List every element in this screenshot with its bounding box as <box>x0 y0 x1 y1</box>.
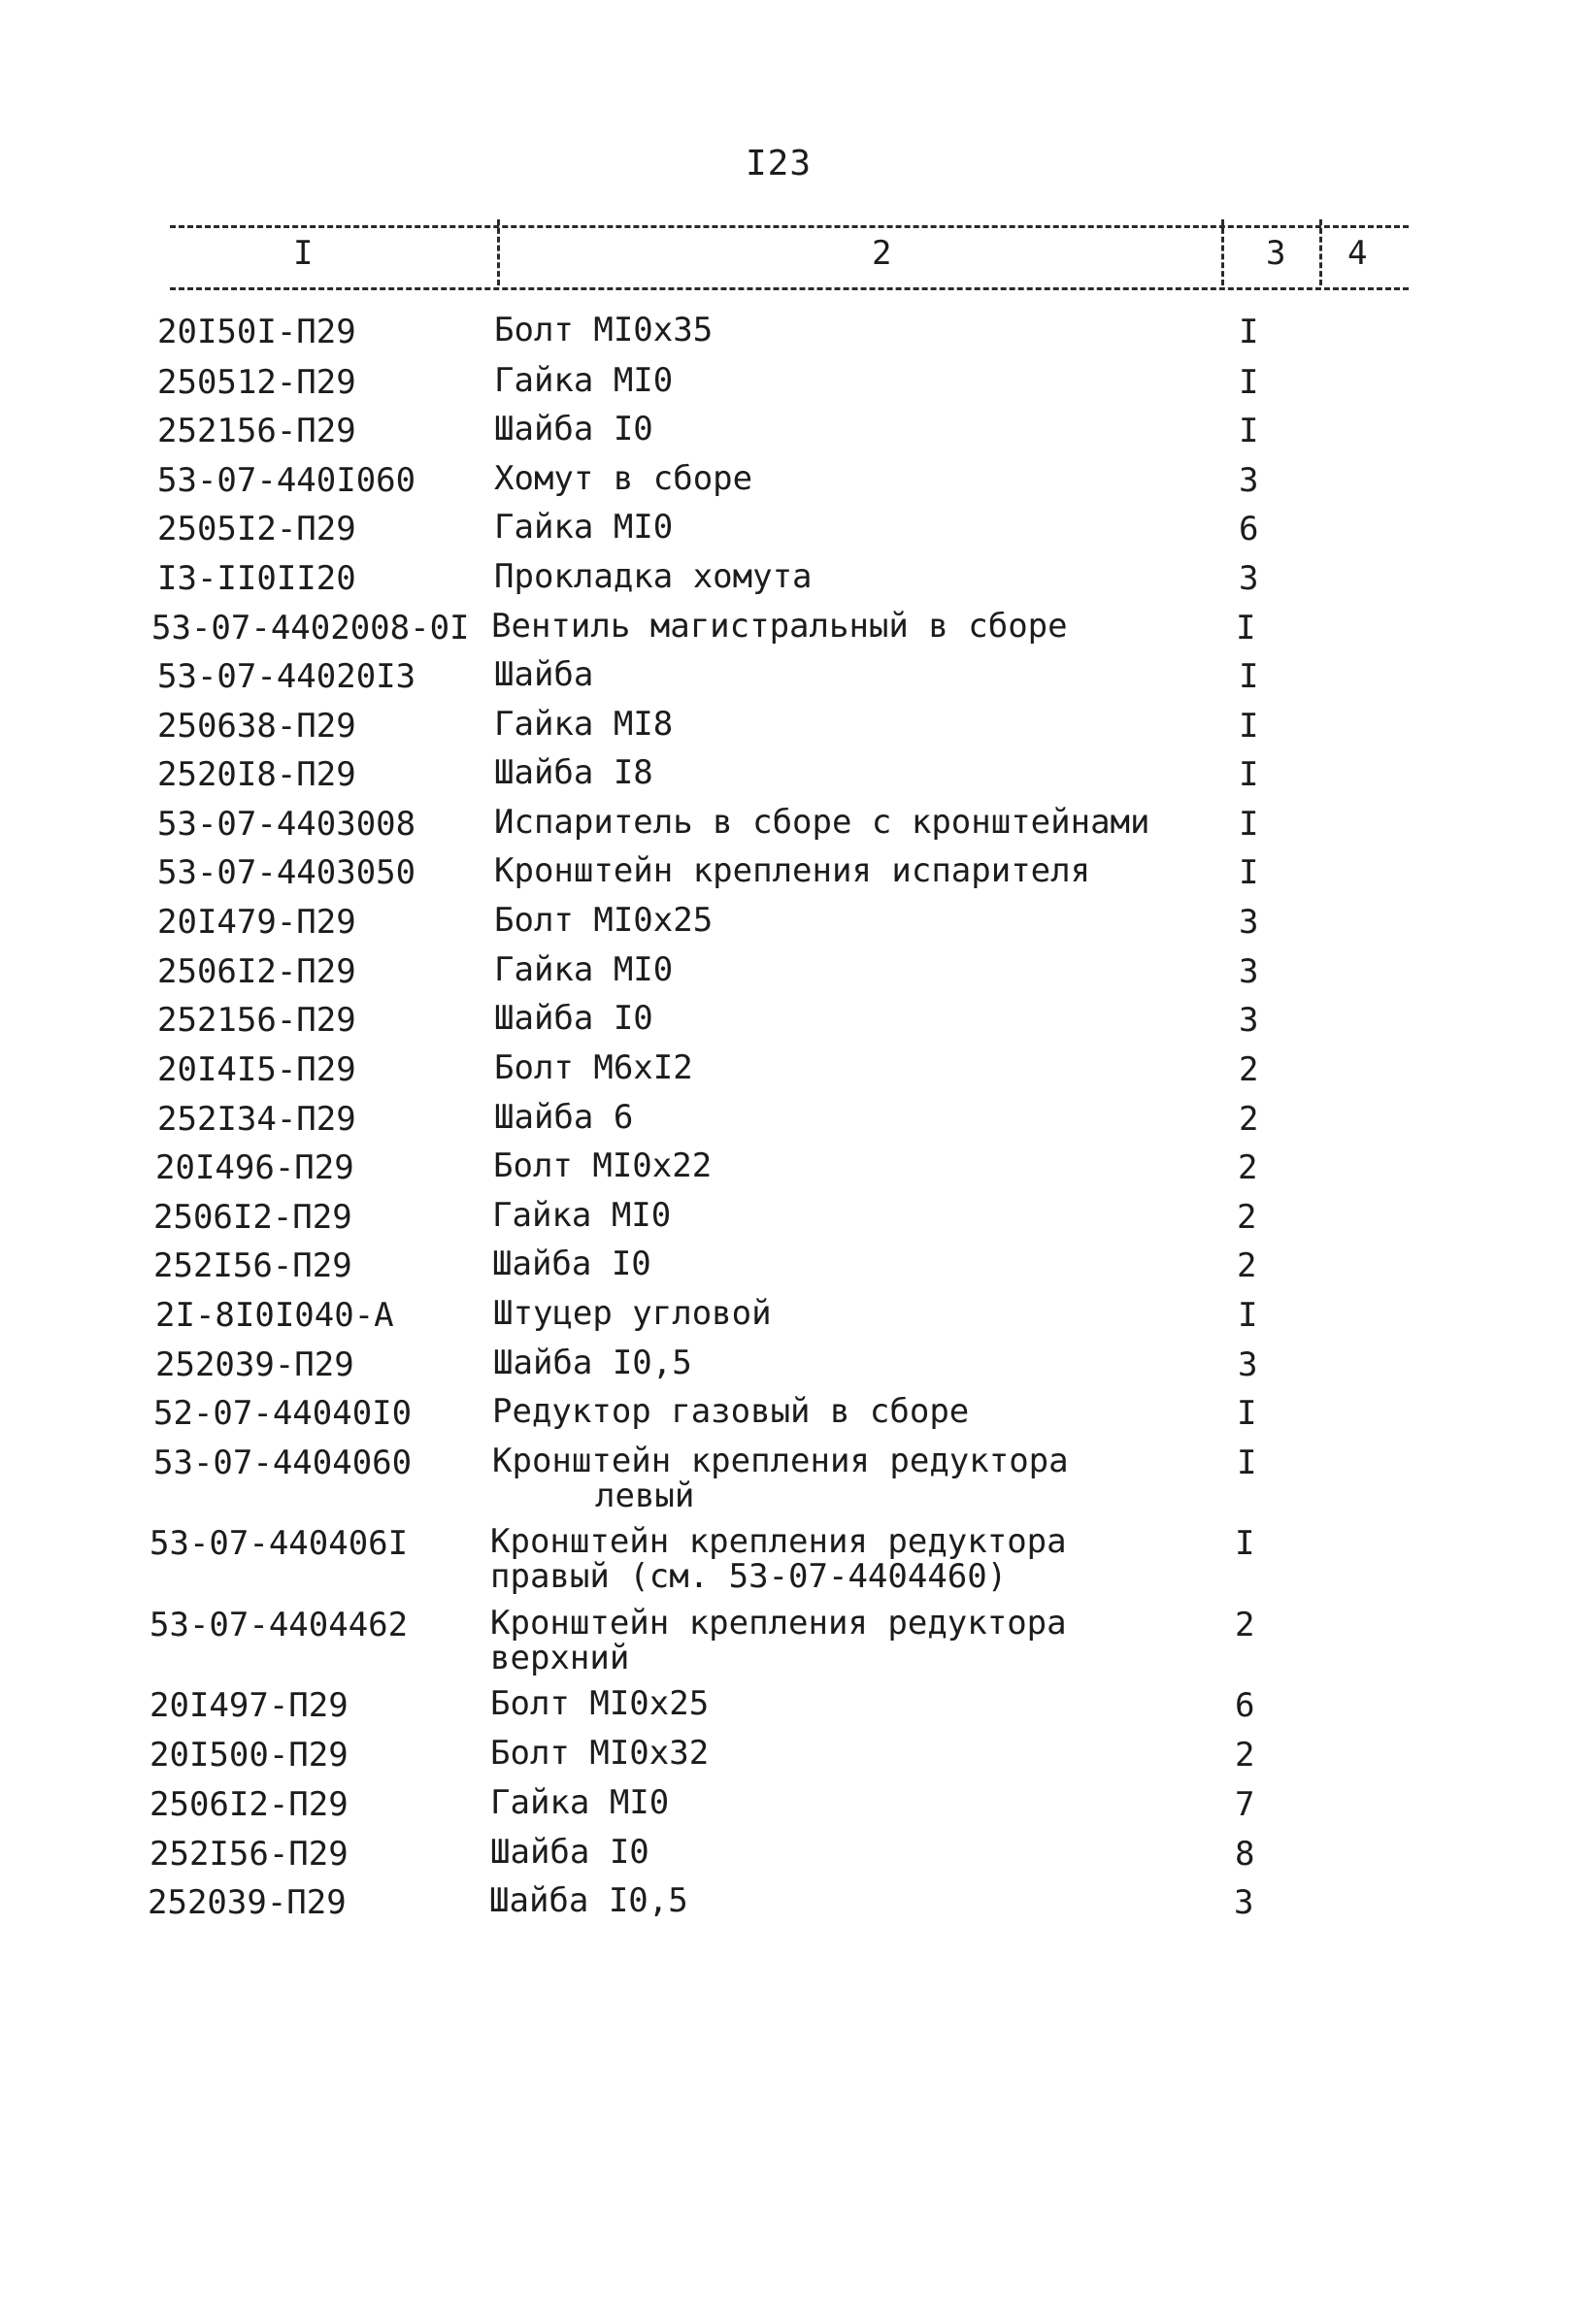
part-code: 53-07-440I060 <box>157 461 416 500</box>
part-name-line-1: Кронштейн крепления редуктора <box>492 1442 1069 1480</box>
part-name-line-1: Штуцер угловой <box>493 1294 772 1333</box>
part-name <box>489 1883 688 1918</box>
part-name-line-1: Редуктор газовый в сборе <box>492 1392 970 1431</box>
table-row <box>0 559 1596 608</box>
part-quantity: 8 <box>1235 1835 1255 1874</box>
part-quantity: 3 <box>1239 461 1259 500</box>
part-name-line-1: Шайба 6 <box>494 1098 634 1137</box>
part-quantity: 3 <box>1234 1883 1254 1922</box>
part-code: 252156-П29 <box>157 1001 356 1040</box>
part-code: 20I497-П29 <box>150 1686 349 1725</box>
part-quantity: I <box>1237 1444 1257 1482</box>
part-name <box>492 1444 1069 1513</box>
part-name-line-1: Гайка MI0 <box>494 361 674 400</box>
table-row <box>0 952 1596 1001</box>
part-code: 53-07-4403008 <box>157 805 416 844</box>
part-name-line-1: Хомут в сборе <box>494 459 753 498</box>
part-quantity: I <box>1237 1394 1257 1433</box>
part-name-line-1: Болт MI0x22 <box>493 1146 713 1185</box>
part-quantity: I <box>1236 609 1256 647</box>
part-code: 20I500-П29 <box>150 1736 349 1775</box>
part-quantity: 3 <box>1239 1001 1259 1040</box>
part-name <box>494 805 1150 840</box>
table-row <box>0 412 1596 460</box>
part-quantity: I <box>1239 657 1259 696</box>
table-row <box>0 1050 1596 1099</box>
part-name-line-1: Испаритель в сборе с кронштейнами <box>494 803 1150 842</box>
table-row <box>0 461 1596 510</box>
part-name-line-2: левый <box>595 1477 695 1515</box>
header-col-1: I <box>293 234 314 273</box>
part-code: 2506I2-П29 <box>150 1785 349 1824</box>
part-quantity: 2 <box>1235 1736 1255 1775</box>
part-code: 53-07-4404462 <box>150 1606 409 1644</box>
table-row <box>0 1444 1596 1527</box>
part-quantity: I <box>1235 1524 1255 1563</box>
part-quantity: 3 <box>1239 903 1259 942</box>
part-quantity: I <box>1239 707 1259 746</box>
part-quantity: 3 <box>1239 559 1259 598</box>
part-name <box>494 363 673 398</box>
part-code: 2520I8-П29 <box>157 755 356 794</box>
part-name-line-2: верхний <box>490 1639 630 1677</box>
part-code: 53-07-4403050 <box>157 853 416 892</box>
part-name-line-1: Шайба I8 <box>494 753 653 792</box>
part-quantity: I <box>1239 805 1259 844</box>
part-quantity: I <box>1239 313 1259 351</box>
part-code: 2505I2-П29 <box>157 510 356 548</box>
part-name <box>494 412 653 447</box>
part-code: 20I496-П29 <box>155 1148 354 1187</box>
part-name-line-1: Болт MI0x35 <box>494 311 714 349</box>
part-quantity: 3 <box>1239 952 1259 991</box>
part-name-line-1: Кронштейн крепления испарителя <box>494 851 1091 890</box>
part-name <box>494 657 593 692</box>
part-quantity: I <box>1239 853 1259 892</box>
part-code: 252I34-П29 <box>157 1100 356 1139</box>
part-name <box>490 1736 709 1771</box>
table-row <box>0 1736 1596 1784</box>
part-quantity: 2 <box>1237 1246 1257 1285</box>
part-code: 20I50I-П29 <box>157 313 356 351</box>
part-name <box>494 1050 693 1085</box>
part-code: 53-07-4402008-0I <box>151 609 470 647</box>
table-row <box>0 805 1596 853</box>
part-name <box>494 1100 633 1135</box>
part-code: 2I-8I0I040-А <box>155 1296 394 1335</box>
table-row <box>0 1148 1596 1197</box>
part-code: 2506I2-П29 <box>153 1198 352 1237</box>
part-code: 53-07-4404060 <box>153 1444 413 1482</box>
part-code: 52-07-44040I0 <box>153 1394 413 1433</box>
part-name <box>494 755 653 790</box>
table-row <box>0 313 1596 361</box>
part-name <box>492 1394 969 1429</box>
part-name <box>493 1345 692 1380</box>
table-row <box>0 1198 1596 1246</box>
part-code: 53-07-44020I3 <box>157 657 416 696</box>
header-col-4: 4 <box>1347 234 1368 273</box>
part-name-line-1: Шайба I0 <box>494 999 653 1038</box>
part-name <box>490 1835 649 1870</box>
part-name <box>490 1524 1067 1594</box>
part-name-line-1: Прокладка хомута <box>494 557 813 596</box>
part-name-line-1: Болт MI0x25 <box>490 1684 710 1723</box>
page-number: I23 <box>746 144 813 183</box>
part-name <box>491 609 1068 644</box>
header-col-2: 2 <box>872 234 892 273</box>
table-row <box>0 1394 1596 1443</box>
part-name-line-1: Болт M6xI2 <box>494 1048 693 1087</box>
part-name-line-1: Гайка MI0 <box>494 950 674 989</box>
part-quantity: 6 <box>1235 1686 1255 1725</box>
table-row <box>0 1785 1596 1834</box>
part-name-line-1: Болт MI0x25 <box>494 901 714 940</box>
part-name <box>494 707 673 742</box>
part-quantity: I <box>1238 1296 1258 1335</box>
part-code: 252039-П29 <box>148 1883 347 1922</box>
part-code: 53-07-440406I <box>150 1524 409 1563</box>
part-name <box>490 1686 709 1721</box>
table-row <box>0 755 1596 804</box>
table-row <box>0 1606 1596 1689</box>
part-name <box>490 1606 1067 1676</box>
part-quantity: 2 <box>1238 1148 1258 1187</box>
table-row <box>0 853 1596 902</box>
part-quantity: 2 <box>1239 1050 1259 1089</box>
part-quantity: 2 <box>1237 1198 1257 1237</box>
part-name-line-1: Гайка MI0 <box>492 1196 672 1235</box>
part-code: 252I56-П29 <box>150 1835 349 1874</box>
part-name-line-1: Шайба I0 <box>494 410 653 448</box>
part-quantity: 3 <box>1238 1345 1258 1384</box>
part-quantity: 6 <box>1239 510 1259 548</box>
part-code: 250638-П29 <box>157 707 356 746</box>
part-name-line-1: Кронштейн крепления редуктора <box>490 1604 1067 1643</box>
part-quantity: 2 <box>1239 1100 1259 1139</box>
part-name-line-2: правый (см. 53-07-4404460) <box>490 1557 1008 1596</box>
part-name-line-1: Шайба I0 <box>492 1244 651 1283</box>
table-row <box>0 707 1596 755</box>
part-name-line-1: Гайка MI8 <box>494 705 674 744</box>
part-name <box>493 1296 772 1331</box>
part-name <box>492 1198 671 1233</box>
table-row <box>0 1686 1596 1735</box>
part-name-line-1: Шайба I0,5 <box>489 1881 688 1920</box>
part-name-line-1: Шайба I0 <box>490 1833 649 1872</box>
part-name <box>490 1785 669 1820</box>
table-row <box>0 510 1596 558</box>
part-quantity: I <box>1239 363 1259 402</box>
part-code: 252156-П29 <box>157 412 356 450</box>
part-quantity: 2 <box>1235 1606 1255 1644</box>
part-code: 20I479-П29 <box>157 903 356 942</box>
part-name <box>494 461 752 496</box>
part-code: 2506I2-П29 <box>157 952 356 991</box>
header-col-3: 3 <box>1266 234 1286 273</box>
col-divider-2 <box>1221 219 1224 285</box>
part-code: 250512-П29 <box>157 363 356 402</box>
header-bottom-rule <box>170 287 1409 290</box>
part-name <box>494 952 673 987</box>
part-name <box>494 559 813 594</box>
part-name <box>492 1246 651 1281</box>
part-name-line-1: Гайка MI0 <box>494 508 674 547</box>
part-name-line-1: Шайба I0,5 <box>493 1344 692 1382</box>
part-name-line-1: Кронштейн крепления редуктора <box>490 1522 1067 1561</box>
table-row <box>0 1100 1596 1148</box>
part-quantity: I <box>1239 412 1259 450</box>
table-row <box>0 1883 1596 1932</box>
part-code: 20I4I5-П29 <box>157 1050 356 1089</box>
part-name-line-1: Болт MI0x32 <box>490 1734 710 1773</box>
part-name-line-1: Вентиль магистральный в сборе <box>491 607 1068 646</box>
table-row <box>0 1835 1596 1883</box>
col-divider-3 <box>1319 219 1322 285</box>
part-code: 252I56-П29 <box>153 1246 352 1285</box>
part-name <box>494 1001 653 1036</box>
part-code: 252039-П29 <box>155 1345 354 1384</box>
part-name <box>494 313 713 348</box>
part-name <box>494 510 673 545</box>
table-row <box>0 657 1596 706</box>
part-code: I3-II0II20 <box>157 559 356 598</box>
table-row <box>0 1246 1596 1295</box>
part-name <box>494 903 713 938</box>
part-name <box>493 1148 712 1183</box>
table-row <box>0 609 1596 657</box>
part-name <box>494 853 1090 888</box>
part-quantity: 7 <box>1235 1785 1255 1824</box>
table-row <box>0 1524 1596 1608</box>
part-quantity: I <box>1239 755 1259 794</box>
col-divider-1 <box>497 219 500 285</box>
table-row <box>0 903 1596 951</box>
table-row <box>0 1001 1596 1049</box>
part-name-line-1: Гайка MI0 <box>490 1783 670 1822</box>
table-row <box>0 1345 1596 1394</box>
table-row <box>0 363 1596 412</box>
table-row <box>0 1296 1596 1344</box>
part-name-line-1: Шайба <box>494 655 594 694</box>
